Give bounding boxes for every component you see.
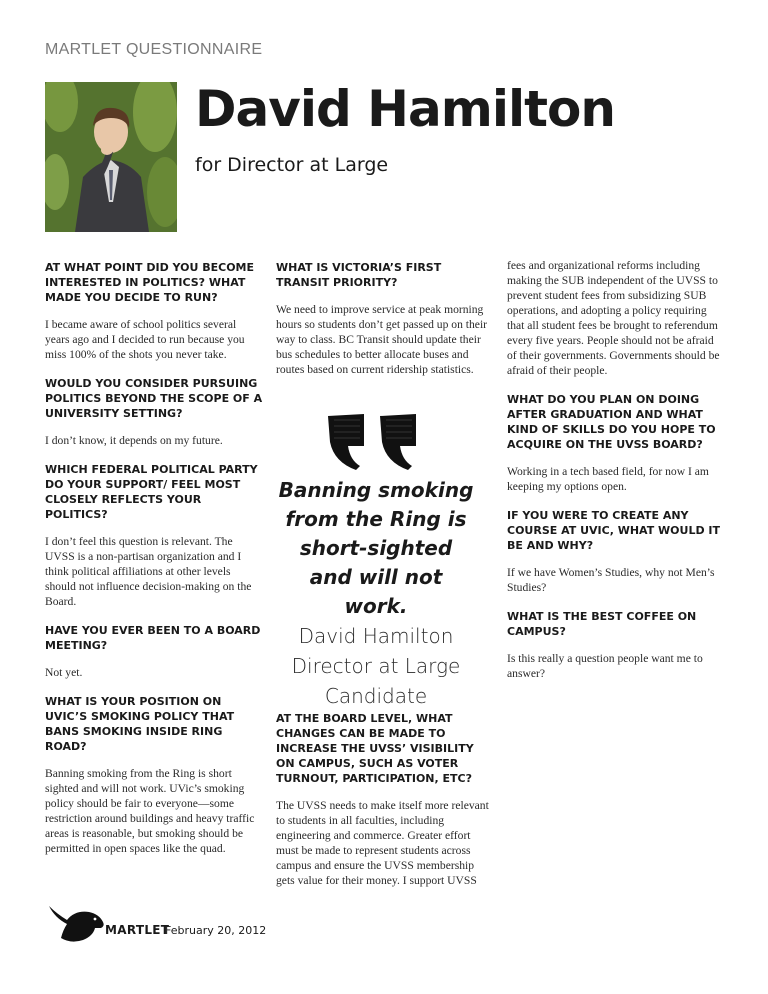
- column-3: [507, 258, 725, 691]
- footer-brand: MARTLET: [105, 923, 170, 937]
- continued-answer: fees and organizational reforms including making the SUB independent of the UVSS to prevent student fees from subsidizing SUB operations, and adopting a policy requiring that all student fees be brought to referendum every five years. People should not be afraid of their governments. Governments should be afraid of their people.: [507, 259, 720, 377]
- pull-quote: [276, 412, 476, 711]
- pull-quote-role: Director at Large Candidate: [291, 654, 461, 708]
- quote-mark-left-icon: [326, 412, 366, 470]
- portrait-illustration: [45, 82, 177, 232]
- question: WHAT IS VICTORIA’S FIRST TRANSIT PRIORITY?: [276, 261, 442, 289]
- quote-mark-right-icon: [378, 412, 418, 470]
- answer: Banning smoking from the Ring is short sighted and will not work. UVic’s smoking policy should be fair to everyone—some restriction around buildings and heavy traffic areas is reasonable, but smoking should be permitted in open spaces like the quad.: [45, 767, 255, 855]
- pull-quote-text: Banning smoking from the Ring is short-sighted and will not work.: [278, 478, 474, 618]
- pull-quote-name: David Hamilton: [298, 624, 454, 648]
- answer: Is this really a question people want me to answer?: [507, 652, 703, 680]
- quote-marks-icon: [326, 412, 426, 472]
- question: AT THE BOARD LEVEL, WHAT CHANGES CAN BE MADE TO INCREASE THE UVSS’ VISIBILITY ON CAMPUS, SUCH AS VOTER TURNOUT, PARTICIPATION, ETC?: [276, 712, 474, 785]
- question: WHAT DO YOU PLAN ON DOING AFTER GRADUATION AND WHAT KIND OF SKILLS DO YOU HOPE TO ACQUIRE ON THE UVSS BOARD?: [507, 393, 716, 451]
- column-2-top: [276, 260, 491, 387]
- question: WHICH FEDERAL POLITICAL PARTY DO YOUR SUPPORT/ FEEL MOST CLOSELY REFLECTS YOUR POLITICS?: [45, 463, 258, 521]
- martlet-bird-icon: [45, 900, 107, 946]
- column-2-bottom: [276, 711, 491, 898]
- answer: We need to improve service at peak morning hours so students don’t get passed up on their way to class. BC Transit should update their bus schedules to better allocate buses and routes based on current ridership statistics.: [276, 303, 488, 376]
- kicker: MARTLET QUESTIONNAIRE: [45, 41, 263, 58]
- answer: Working in a tech based field, for now I am keeping my options open.: [507, 465, 709, 493]
- candidate-role: for Director at Large: [195, 154, 389, 176]
- question: HAVE YOU EVER BEEN TO A BOARD MEETING?: [45, 624, 261, 652]
- question: WHAT IS YOUR POSITION ON UVIC’S SMOKING POLICY THAT BANS SMOKING INSIDE RING ROAD?: [45, 695, 235, 753]
- question: IF YOU WERE TO CREATE ANY COURSE AT UVIC, WHAT WOULD IT BE AND WHY?: [507, 509, 721, 552]
- candidate-photo: [45, 82, 177, 232]
- answer: I became aware of school politics several years ago and I decided to run because you miss 100% of the shots you never take.: [45, 318, 245, 361]
- question: WHAT IS THE BEST COFFEE ON CAMPUS?: [507, 610, 697, 638]
- candidate-name: David Hamilton: [195, 80, 615, 138]
- footer: [45, 900, 275, 950]
- answer: I don’t feel this question is relevant. The UVSS is a non-partisan organization and I think political affiliations at other levels should not influence decision-making on the Board.: [45, 535, 252, 608]
- answer: Not yet.: [45, 666, 83, 679]
- column-1: [45, 260, 263, 866]
- answer: I don’t know, it depends on my future.: [45, 434, 223, 447]
- answer: The UVSS needs to make itself more relevant to students in all faculties, including engineering and commerce. Greater effort must be made to represent students across campus and ensure the UVSS membership gets value for their money. I support UVSS: [276, 799, 489, 887]
- answer: If we have Women’s Studies, why not Men’s Studies?: [507, 566, 715, 594]
- question: WOULD YOU CONSIDER PURSUING POLITICS BEYOND THE SCOPE OF A UNIVERSITY SETTING?: [45, 377, 263, 420]
- footer-date: February 20, 2012: [165, 924, 267, 937]
- question: AT WHAT POINT DID YOU BECOME INTERESTED IN POLITICS? WHAT MADE YOU DECIDE TO RUN?: [45, 261, 255, 304]
